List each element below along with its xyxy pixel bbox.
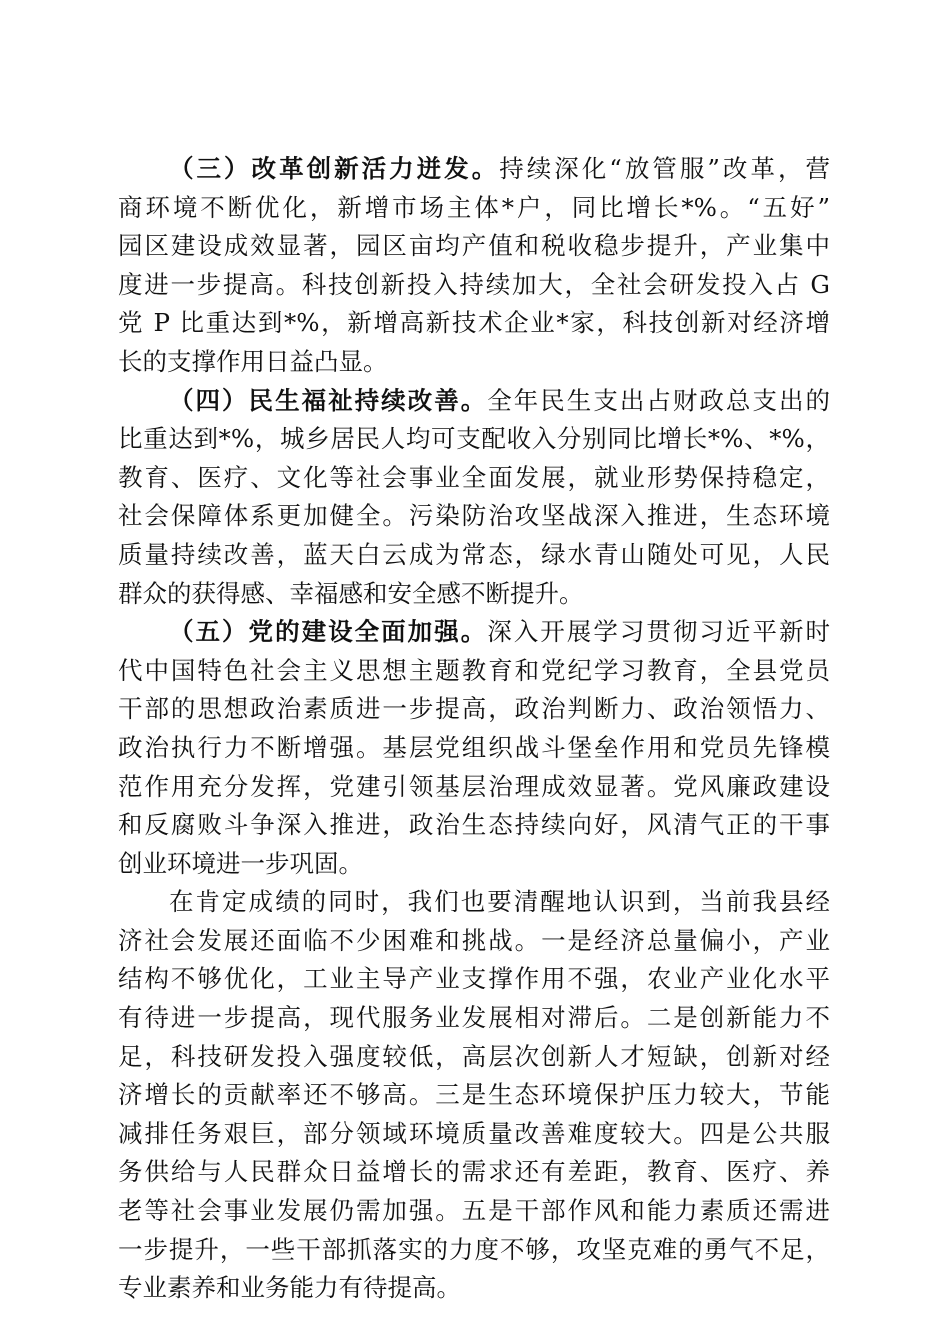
paragraph-challenges	[118, 883, 830, 1308]
paragraph-line	[118, 613, 830, 652]
paragraph-line: 社会保障体系更加健全。污染防治攻坚战深入推进，生态环境	[118, 501, 830, 531]
line-text: 全年民生支出占财政总支出的	[487, 385, 830, 415]
paragraph-line: 教育、医疗、文化等社会事业全面发展，就业形势保持稳定，	[118, 462, 830, 492]
paragraph-line: 有待进一步提高，现代服务业发展相对滞后。二是创新能力不	[118, 1003, 830, 1033]
paragraph-line: 党 P 比重达到*%，新增高新技术企业*家，科技创新对经济增	[118, 308, 830, 338]
paragraph-livelihood	[118, 382, 830, 614]
paragraph-line: 足，科技研发投入强度较低，高层次创新人才短缺，创新对经	[118, 1041, 830, 1071]
section-heading-livelihood: （四）民生福祉持续改善。	[169, 385, 488, 415]
paragraph-line: 范作用充分发挥，党建引领基层治理成效显著。党风廉政建设	[118, 771, 830, 801]
body-text	[118, 150, 830, 1308]
paragraph-line: 专业素养和业务能力有待提高。	[118, 1273, 461, 1303]
paragraph-line: 创业环境进一步巩固。	[118, 848, 363, 878]
paragraph-line: 商环境不断优化，新增市场主体*户，同比增长*%。“五好”	[118, 192, 830, 222]
paragraph-line: 长的支撑作用日益凸显。	[118, 346, 388, 376]
section-heading-reform: （三）改革创新活力迸发。	[169, 154, 500, 183]
paragraph-line: 济增长的贡献率还不够高。三是生态环境保护压力较大，节能	[118, 1080, 830, 1110]
paragraph-line: 老等社会事业发展仍需加强。五是干部作风和能力素质还需进	[118, 1196, 830, 1226]
paragraph-party-building	[118, 613, 830, 883]
paragraph-line	[118, 150, 830, 189]
paragraph-line: 减排任务艰巨，部分领域环境质量改善难度较大。四是公共服	[118, 1118, 830, 1148]
paragraph-line: 度进一步提高。科技创新投入持续加大，全社会研发投入占 G	[118, 269, 830, 299]
paragraph-line: 园区建设成效显著，园区亩均产值和税收稳步提升，产业集中	[118, 231, 830, 261]
paragraph-line: 在肯定成绩的同时，我们也要清醒地认识到，当前我县经	[169, 887, 830, 917]
line-text: 深入开展学习贯彻习近平新时	[487, 617, 830, 647]
paragraph-line: 干部的思想政治素质进一步提高，政治判断力、政治领悟力、	[118, 694, 830, 724]
paragraph-reform-innovation	[118, 150, 830, 382]
paragraph-line: 务供给与人民群众日益增长的需求还有差距，教育、医疗、养	[118, 1157, 830, 1187]
paragraph-line: 比重达到*%，城乡居民人均可支配收入分别同比增长*%、*%，	[118, 424, 830, 454]
paragraph-line: 群众的获得感、幸福感和安全感不断提升。	[118, 578, 584, 608]
paragraph-line: 质量持续改善，蓝天白云成为常态，绿水青山随处可见，人民	[118, 539, 830, 569]
paragraph-line: 和反腐败斗争深入推进，政治生态持续向好，风清气正的干事	[118, 810, 830, 840]
paragraph-line: 结构不够优化，工业主导产业支撑作用不强，农业产业化水平	[118, 964, 830, 994]
line-text: 持续深化“放管服”改革，营	[499, 154, 830, 183]
section-heading-party: （五）党的建设全面加强。	[169, 617, 488, 647]
paragraph-line: 代中国特色社会主义思想主题教育和党纪学习教育，全县党员	[118, 655, 830, 685]
paragraph-line	[118, 382, 830, 421]
paragraph-line: 政治执行力不断增强。基层党组织战斗堡垒作用和党员先锋模	[118, 732, 830, 762]
paragraph-line: 济社会发展还面临不少困难和挑战。一是经济总量偏小，产业	[118, 925, 830, 955]
paragraph-line: 一步提升，一些干部抓落实的力度不够，攻坚克难的勇气不足，	[118, 1234, 830, 1264]
